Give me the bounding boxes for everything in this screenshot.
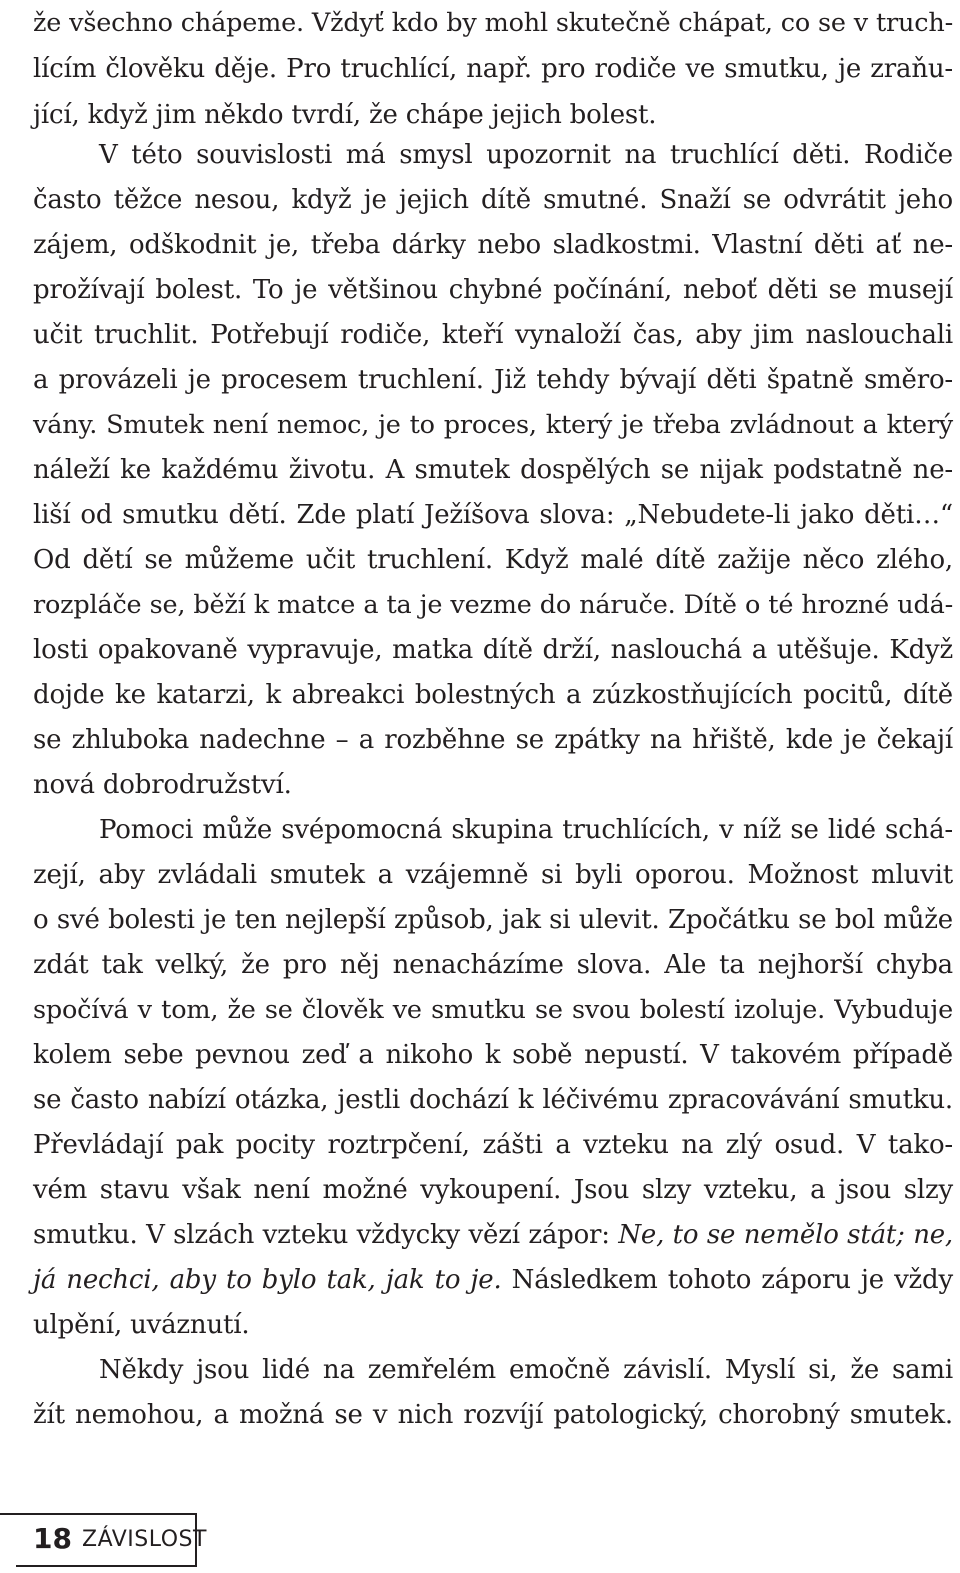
text-line: Převládají pak pocity roztrpčení, zášti a vzteku na zlý osud. V tako- <box>33 1130 953 1160</box>
text-line-mixed <box>33 1257 953 1303</box>
text-line: a provázeli je procesem truchlení. Již tehdy bývají děti špatně směro- <box>33 365 953 395</box>
text-line: žít nemohou, a možná se v nich rozvíjí patologický, chorobný smutek. <box>33 1400 953 1430</box>
text-line: že všechno chápeme. Vždyť kdo by mohl skutečně chápat, co se v truch- <box>33 8 953 38</box>
text-line: vém stavu však není možné vykoupení. Jsou slzy vzteku, a jsou slzy <box>33 1175 953 1205</box>
text-line: dojde ke katarzi, k abreakci bolestných a zúzkostňujících pocitů, dítě <box>33 680 953 710</box>
text-line: spočívá v tom, že se člověk ve smutku se svou bolestí izoluje. Vybuduje <box>33 995 953 1025</box>
text-line: náleží ke každému životu. A smutek dospělých se nijak podstatně ne- <box>33 455 953 485</box>
text-line: lícím člověku děje. Pro truchlící, např. pro rodiče ve smutku, je zraňu- <box>33 54 953 84</box>
text-line: učit truchlit. Potřebují rodiče, kteří vynaloží čas, aby jim naslouchali <box>33 320 953 350</box>
text-line: se často nabízí otázka, jestli dochází k léčivému zpracovávání smutku. <box>33 1085 953 1115</box>
text-line: jící, když jim někdo tvrdí, že chápe jejich bolest. <box>33 100 657 130</box>
text-line: zájem, odškodnit je, třeba dárky nebo sladkostmi. Vlastní děti ať ne- <box>33 230 953 260</box>
text-line: vány. Smutek není nemoc, je to proces, který je třeba zvládnout a který <box>33 410 953 440</box>
text-line: nová dobrodružství. <box>33 770 292 800</box>
paragraph-start-line: Pomoci může svépomocná skupina truchlících, v níž se lidé schá- <box>99 815 953 845</box>
text-line: o své bolesti je ten nejlepší způsob, jak si ulevit. Zpočátku se bol může <box>33 905 953 935</box>
italic-quote: Ne, to se nemělo stát; ne, <box>618 1220 953 1250</box>
paragraph-start-line: Někdy jsou lidé na zemřelém emočně závislí. Myslí si, že sami <box>99 1355 953 1385</box>
text-segment: smutku. V slzách vzteku vždycky vězí zápor: <box>33 1220 619 1250</box>
text-line: zdát tak velký, že pro něj nenacházíme slova. Ale ta nejhorší chyba <box>33 950 953 980</box>
text-line: prožívají bolest. To je většinou chybné počínání, neboť děti se musejí <box>33 275 953 305</box>
paragraph-start-line: V této souvislosti má smysl upozornit na truchlící děti. Rodiče <box>99 140 953 170</box>
text-line: zejí, aby zvládali smutek a vzájemně si byli oporou. Možnost mluvit <box>33 860 953 890</box>
text-line: Od dětí se můžeme učit truchlení. Když malé dítě zažije něco zlého, <box>33 545 953 575</box>
italic-quote: já nechci, aby to bylo tak, jak to je. <box>33 1265 502 1295</box>
text-line: ulpění, uváznutí. <box>33 1310 250 1340</box>
text-line: se zhluboka nadechne – a rozběhne se zpátky na hřiště, kde je čekají <box>33 725 953 755</box>
text-line: často těžce nesou, když je jejich dítě smutné. Snaží se odvrátit jeho <box>33 185 953 215</box>
text-segment: Následkem tohoto záporu je vždy <box>501 1265 953 1295</box>
text-line-mixed <box>33 1212 953 1258</box>
chapter-name: ZÁVISLOST <box>82 1527 207 1552</box>
text-line: losti opakovaně vypravuje, matka dítě drží, naslouchá a utěšuje. Když <box>33 635 953 665</box>
text-line: liší od smutku dětí. Zde platí Ježíšova slova: „Nebudete-li jako děti…“ <box>33 500 953 530</box>
text-line: kolem sebe pevnou zeď a nikoho k sobě nepustí. V takovém případě <box>33 1040 953 1070</box>
page-number: 18 <box>33 1522 72 1555</box>
text-line: rozpláče se, běží k matce a ta je vezme do náruče. Dítě o té hrozné udá- <box>33 590 953 620</box>
